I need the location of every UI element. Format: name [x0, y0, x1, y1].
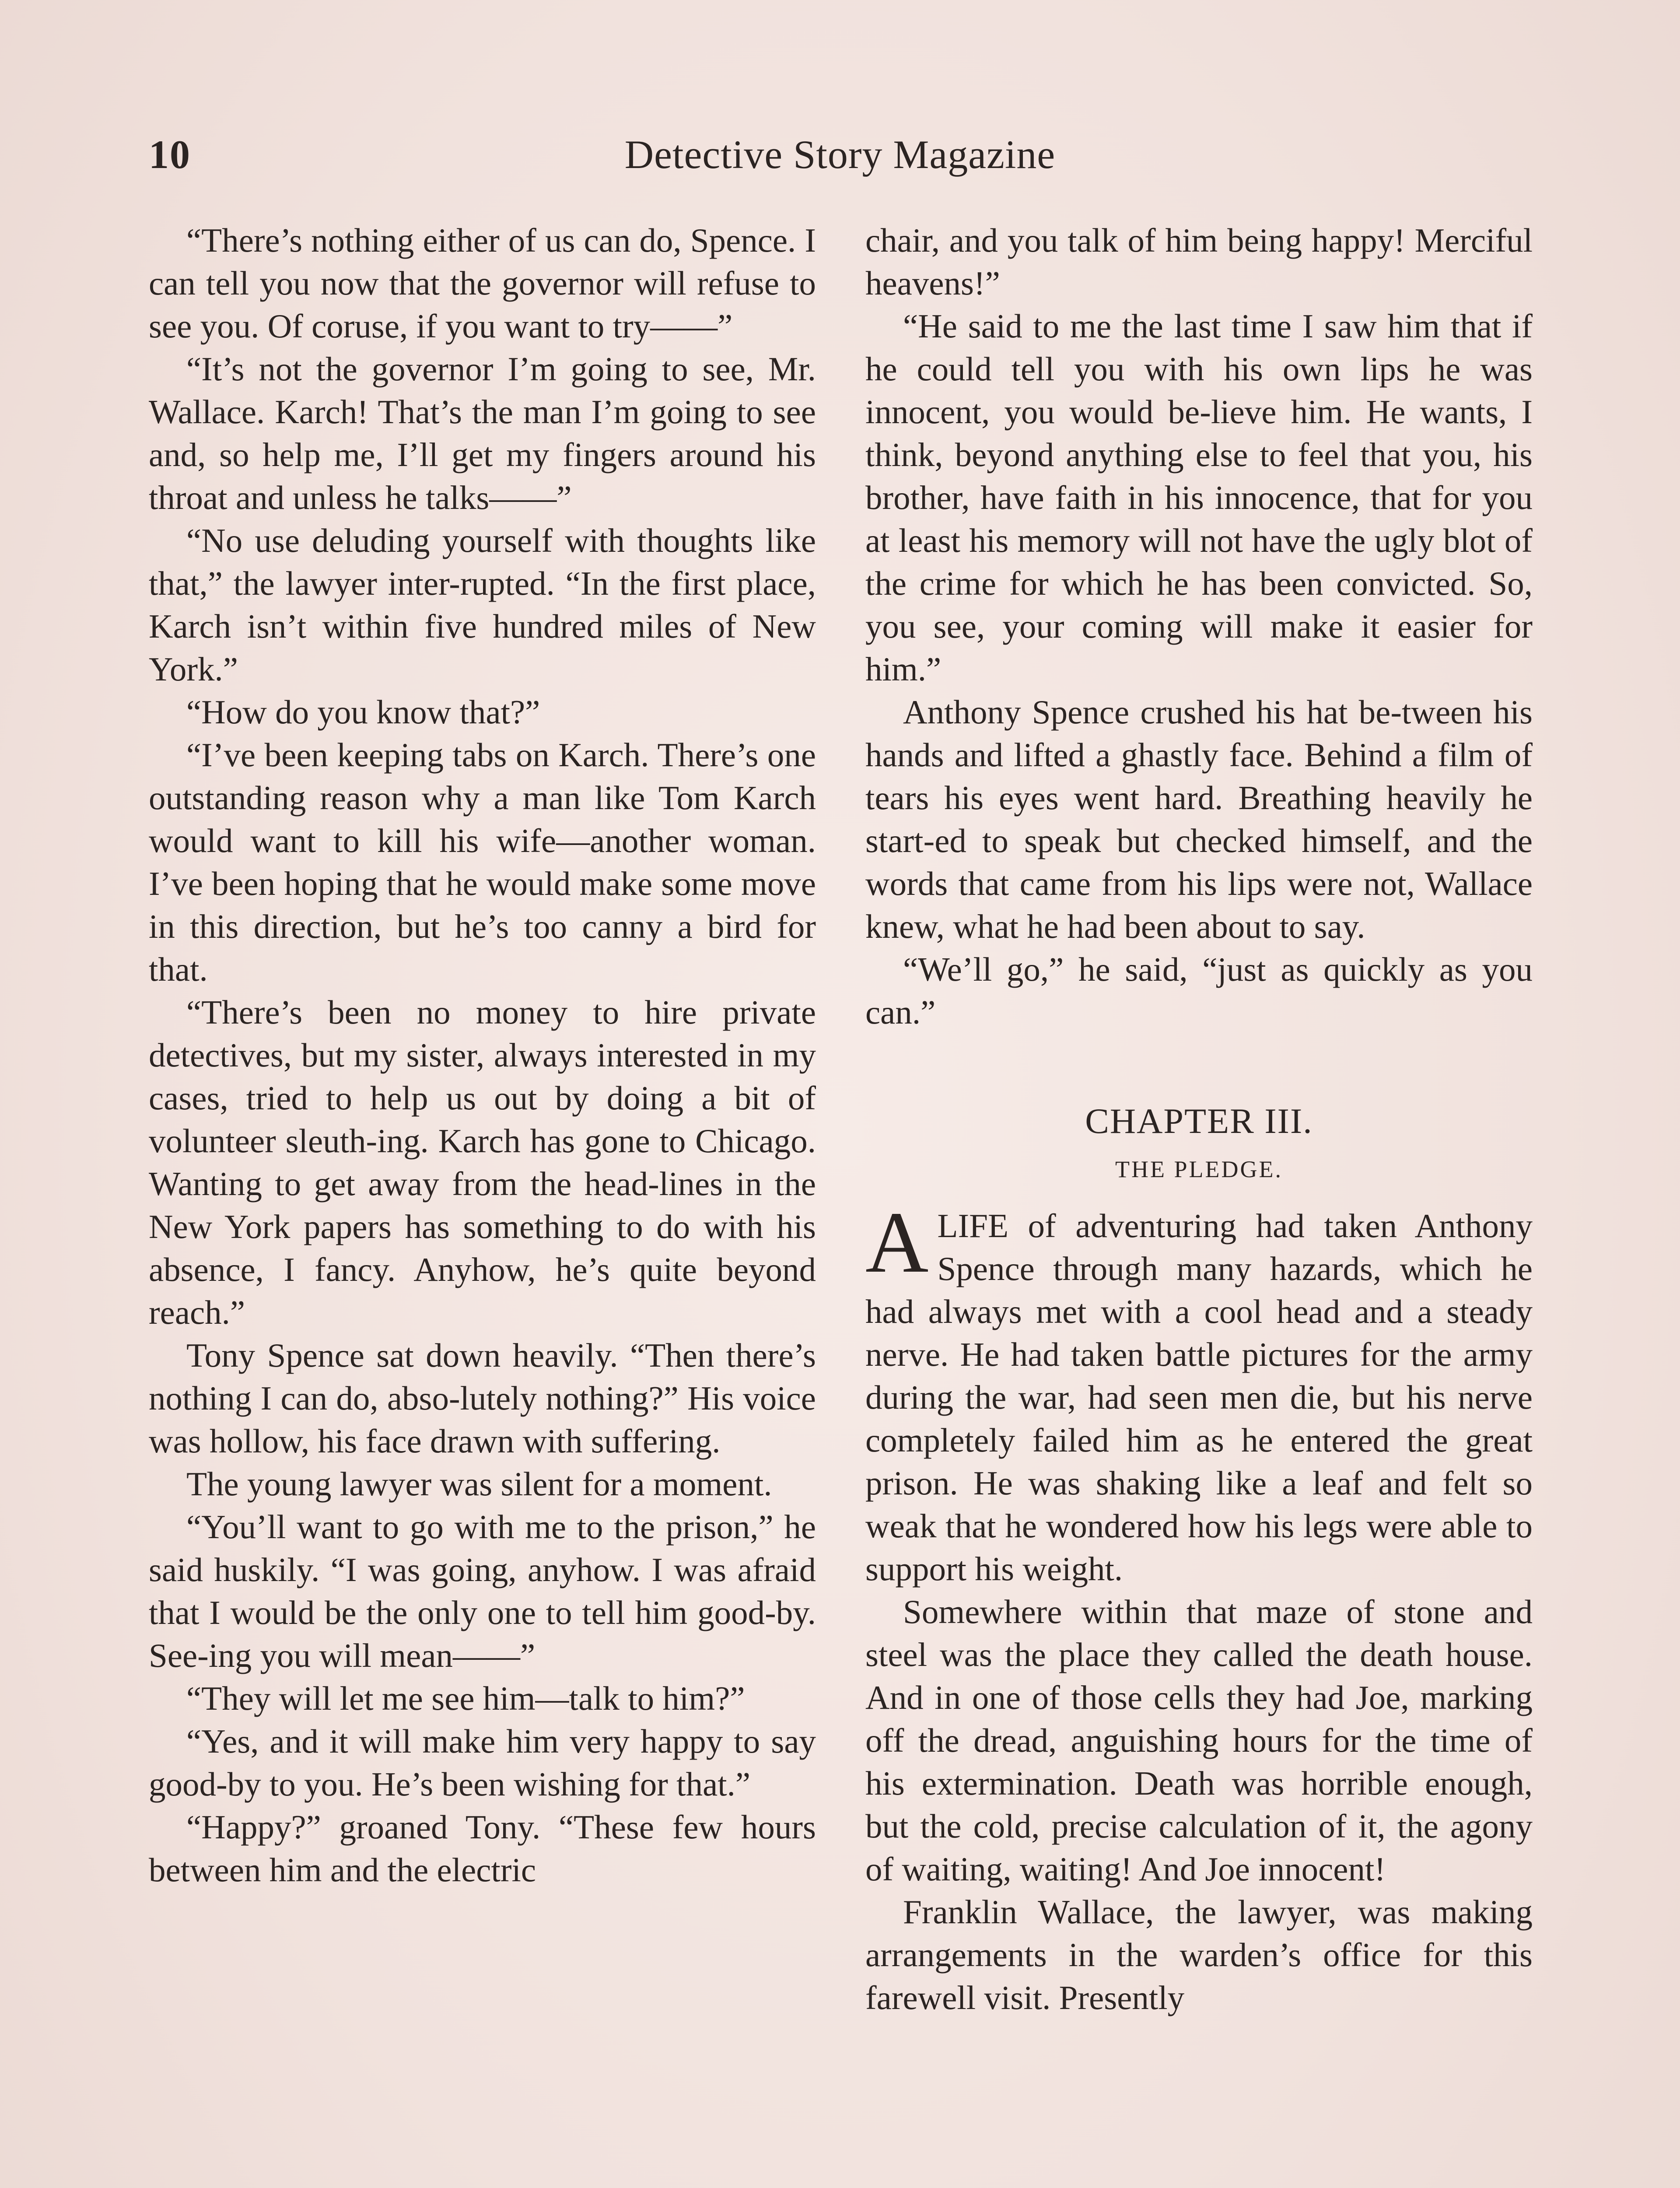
paragraph: Franklin Wallace, the lawyer, was making arrangements in the warden’s office for this farewell visit. Presently — [865, 1893, 1533, 2016]
page-header — [149, 131, 1531, 188]
paragraph: The young lawyer was silent for a moment. — [186, 1465, 772, 1503]
right-column — [865, 219, 1533, 2019]
paragraph: “There’s nothing either of us can do, Spence. I can tell you now that the governor will refuse to see you. Of coruse, if you want to try——” — [149, 221, 816, 345]
paragraph: “No use deluding yourself with thoughts like that,” the lawyer inter-rupted. “In the first place, Karch isn’t within five hundred miles of New York.” — [149, 522, 816, 688]
running-head: Detective Story Magazine — [624, 132, 1056, 177]
chapter-subtitle: THE PLEDGE. — [1115, 1156, 1283, 1182]
paragraph: “We’ll go,” he said, “just as quickly as you can.” — [865, 950, 1533, 1031]
chapter-opening-paragraph — [865, 1194, 1533, 1590]
paragraph: “How do you know that?” — [186, 693, 540, 731]
drop-cap: A — [865, 1194, 929, 1291]
paragraph: “You’ll want to go with me to the prison,” he said huskily. “I was going, anyhow. I was afraid that I would be the only one to tell him good-by. See-ing you will mean——” — [149, 1508, 816, 1674]
opening-text: LIFE of adventuring had taken Anthony Spence through many hazards, which he had always met with a cool head and a steady nerve. He had taken battle pictures for the army during the war, had seen men die, but his nerve completely failed him as he entered the great prison. He was shaking like a leaf and felt so weak that he wondered how his legs were able to support his weight. — [865, 1207, 1533, 1588]
left-column — [149, 219, 816, 1891]
paragraph: “I’ve been keeping tabs on Karch. There’s one outstanding reason why a man like Tom Karch would want to kill his wife—another woman. I’ve been hoping that he would make some move in this direction, but he’s too canny a bird for that. — [149, 736, 816, 988]
paragraph: Anthony Spence crushed his hat be-tween his hands and lifted a ghastly face. Behind a film of tears his eyes went hard. Breathing heavily he start-ed to speak but checked himself, and the words that came from his lips were not, Wallace knew, what he had been about to say. — [865, 693, 1533, 945]
paragraph-continued: chair, and you talk of him being happy! Merciful heavens!” — [865, 221, 1533, 302]
paragraph: “They will let me see him—talk to him?” — [186, 1680, 745, 1717]
paragraph: “Happy?” groaned Tony. “These few hours between him and the electric — [149, 1808, 816, 1889]
chapter-title: CHAPTER III. — [1085, 1101, 1313, 1141]
page-number: 10 — [149, 132, 191, 177]
paragraph: “He said to me the last time I saw him that if he could tell you with his own lips he was innocent, you would be-lieve him. He wants, I think, beyond anything else to feel that you, his brother, have faith in his innocence, that for you at least his memory will not have the ugly blot of the crime for which he has been convicted. So, you see, your coming will make it easier for him.” — [865, 307, 1533, 688]
paragraph: “There’s been no money to hire private detectives, but my sister, always interested in my cases, tried to help us out by doing a bit of volunteer sleuth-ing. Karch has gone to Chicago. Wanting to get away from the head-lines in the New York papers has something to do with his absence, I fancy. Anyhow, he’s quite beyond reach.” — [149, 993, 816, 1331]
paragraph: Somewhere within that maze of stone and steel was the place they called the death house. And in one of those cells they had Joe, marking off the dread, anguishing hours for the time of his extermination. Death was horrible enough, but the cold, precise calculation of it, the agony of waiting, waiting! And Joe innocent! — [865, 1593, 1533, 1888]
paragraph: “Yes, and it will make him very happy to say good-by to you. He’s been wishing for that.” — [149, 1722, 816, 1803]
paragraph: Tony Spence sat down heavily. “Then there’s nothing I can do, abso-lutely nothing?” His voice was hollow, his face drawn with suffering. — [149, 1336, 816, 1460]
paragraph: “It’s not the governor I’m going to see, Mr. Wallace. Karch! That’s the man I’m going to see and, so help me, I’ll get my fingers around his throat and unless he talks——” — [149, 350, 816, 516]
